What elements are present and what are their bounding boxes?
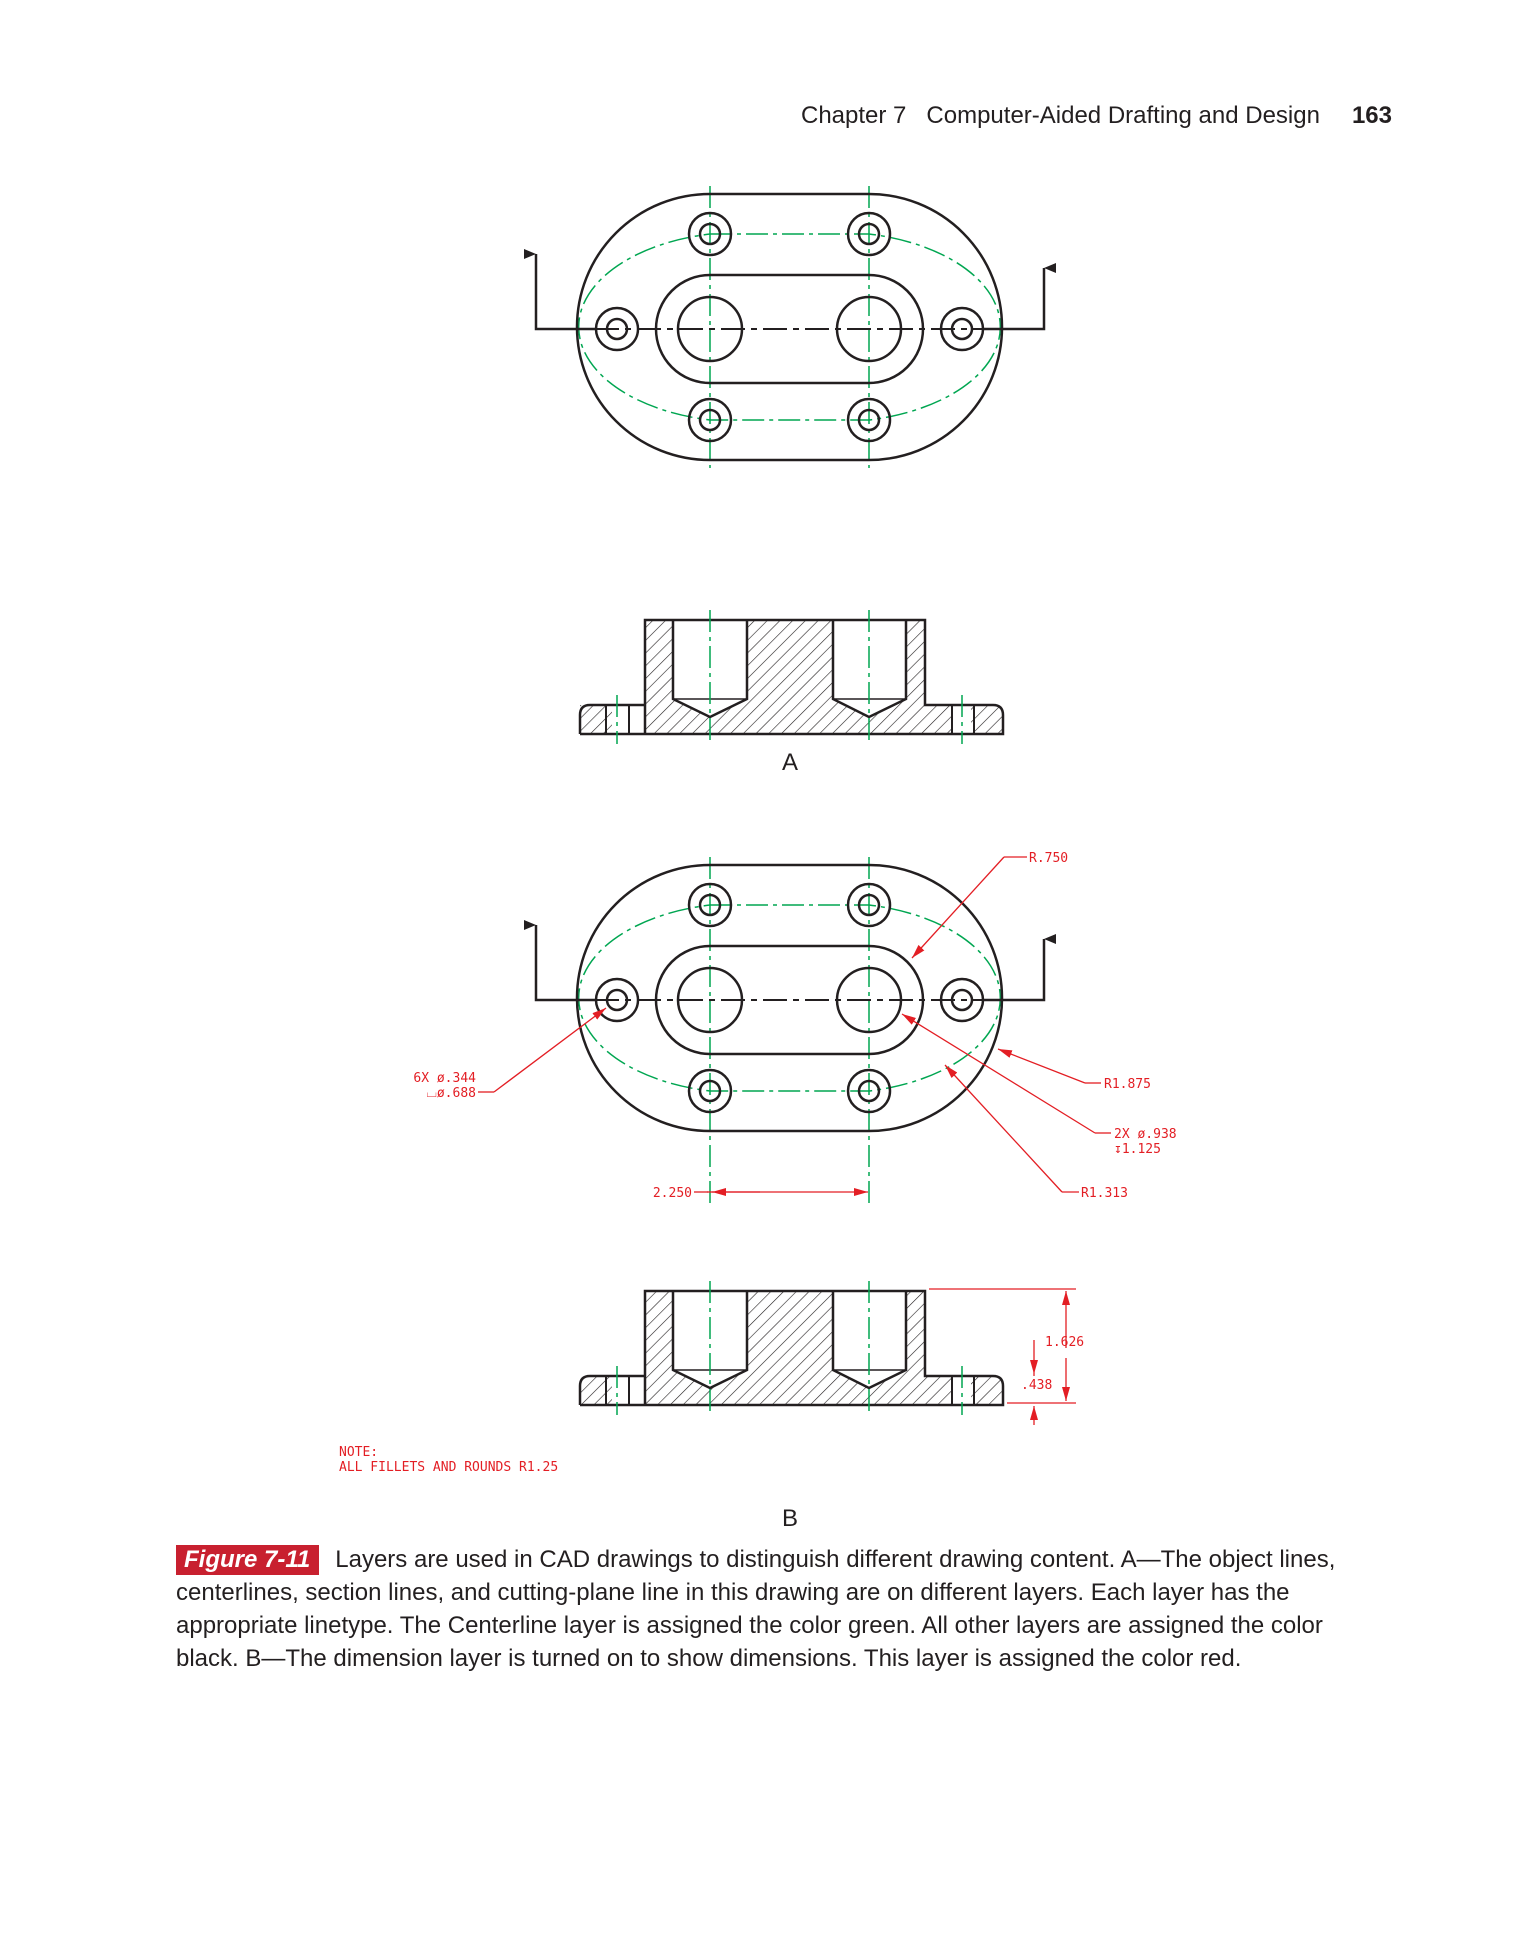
dim-height: 1.626 xyxy=(1045,1335,1085,1350)
view-b-label: B xyxy=(781,1505,799,1532)
view-a-label: A xyxy=(781,749,799,776)
figure-label: Figure 7-11 xyxy=(176,1545,319,1575)
view-a-cutting-plane xyxy=(536,254,1044,329)
view-a-top xyxy=(536,186,1044,468)
view-b-cutting-plane xyxy=(536,925,1044,1000)
page-number: 163 xyxy=(1351,102,1392,129)
view-b-section xyxy=(580,1281,1084,1532)
dim-spacing: 2.250 xyxy=(652,1186,692,1201)
figure-caption xyxy=(176,1543,1386,1675)
note-title: NOTE: xyxy=(339,1445,379,1460)
dim-holes-line2: ⌴ø.688 xyxy=(426,1086,476,1101)
dim-r750: R.750 xyxy=(1029,851,1069,866)
dim-bores-line2: ↧1.125 xyxy=(1114,1142,1161,1157)
view-a-centerlines xyxy=(579,186,1001,468)
dim-r1313: R1.313 xyxy=(1081,1186,1128,1201)
view-a-section xyxy=(580,610,1003,776)
chapter-label: Chapter 7 xyxy=(801,102,907,129)
view-b-dimensions xyxy=(478,857,1111,1192)
dim-r1875: R1.875 xyxy=(1104,1077,1151,1092)
dim-bores-line1: 2X ø.938 xyxy=(1114,1127,1177,1142)
view-b-centerlines xyxy=(579,857,1001,1205)
dim-flange: .438 xyxy=(1021,1378,1053,1393)
chapter-title: Computer-Aided Drafting and Design xyxy=(926,102,1320,129)
note-text: ALL FILLETS AND ROUNDS R1.25 xyxy=(339,1460,559,1475)
caption-text: Layers are used in CAD drawings to distinguish different drawing content. A—The object lines, centerlines, section lines, and cutting-plane line in this drawing are on different layers. Each layer has the appropriate linetype. The Centerline layer is assigned the color green. All other layers are assigned the color black. B—The dimension layer is turned on to show dimensions. This layer is assigned the color red. xyxy=(176,1546,1336,1672)
view-b-top xyxy=(413,851,1176,1205)
dim-holes-line1: 6X ø.344 xyxy=(413,1071,476,1086)
